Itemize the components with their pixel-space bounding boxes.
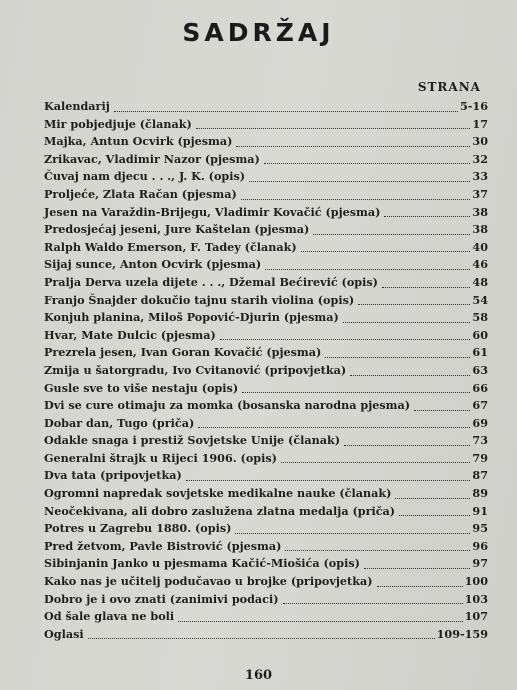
toc-entry bbox=[44, 204, 488, 222]
toc-entry-title: Pred žetvom, Pavle Bistrović (pjesma) bbox=[44, 538, 282, 553]
toc-entry bbox=[44, 591, 488, 609]
toc-entry-title: Dvi se cure otimaju za momka (bosanska narodna pjesma) bbox=[44, 398, 411, 413]
toc-entry-page: 58 bbox=[472, 310, 488, 325]
toc-entry-page: 95 bbox=[472, 521, 488, 536]
toc-entry bbox=[44, 626, 488, 644]
dot-leader bbox=[414, 409, 470, 411]
toc-entry-page: 54 bbox=[472, 292, 488, 307]
toc-entry-page: 97 bbox=[472, 556, 488, 571]
dot-leader bbox=[358, 303, 470, 305]
dot-leader bbox=[313, 233, 470, 235]
toc-entry-page: 5-16 bbox=[460, 99, 488, 113]
column-header-page: STRANA bbox=[417, 80, 481, 94]
toc-entry-page: 61 bbox=[472, 345, 488, 360]
toc-entry-page: 67 bbox=[472, 398, 488, 413]
dot-leader bbox=[325, 356, 470, 358]
toc-entry-page: 66 bbox=[472, 380, 488, 395]
toc-entry-title: Sibinjanin Janko u pjesmama Kačić-Miošića (opis) bbox=[44, 556, 360, 571]
toc-entry-title: Franjo Šnajder dokučio tajnu starih violina (opis) bbox=[44, 292, 355, 307]
toc-entry-title: Majka, Antun Ocvirk (pjesma) bbox=[44, 134, 233, 149]
toc-entry-title: Dva tata (pripovjetka) bbox=[44, 468, 182, 483]
toc-entry bbox=[44, 467, 488, 485]
toc-entry-title: Kako nas je učitelj podučavao u brojke (pripovjetka) bbox=[44, 574, 373, 589]
toc-entry-title: Mir pobjedjuje (članak) bbox=[44, 116, 192, 131]
toc-entry bbox=[44, 485, 488, 503]
toc-entry-page: 38 bbox=[472, 204, 488, 219]
toc-entry bbox=[44, 608, 488, 626]
toc-entry-title: Zmija u šatorgradu, Ivo Cvitanović (pripovjetka) bbox=[44, 362, 347, 377]
dot-leader bbox=[88, 637, 435, 639]
toc-entry-title: Ralph Waldo Emerson, F. Tadey (članak) bbox=[44, 239, 297, 254]
toc-entry bbox=[44, 98, 488, 116]
toc-entry-page: 30 bbox=[472, 134, 488, 149]
toc-entry bbox=[44, 221, 488, 239]
dot-leader bbox=[285, 549, 470, 551]
toc-entry-title: Hvar, Mate Dulcic (pjesma) bbox=[44, 327, 216, 342]
toc-entry bbox=[44, 309, 488, 327]
toc-entry bbox=[44, 397, 488, 415]
toc-entry bbox=[44, 520, 488, 538]
dot-leader bbox=[281, 461, 470, 463]
toc-entry-page: 87 bbox=[472, 468, 488, 483]
toc-entry-title: Pralja Derva uzela dijete . . ., Džemal Bećirević (opis) bbox=[44, 274, 378, 289]
dot-leader bbox=[249, 180, 470, 182]
toc-entry-title: Neočekivana, ali dobro zaslužena zlatna medalja (priča) bbox=[44, 503, 396, 518]
toc-entry-title: Kalendarij bbox=[44, 99, 110, 113]
toc-entry bbox=[44, 503, 488, 521]
toc-entry-page: 89 bbox=[472, 486, 488, 501]
toc-entry-page: 17 bbox=[472, 116, 488, 131]
toc-entry-title: Sijaj sunce, Anton Ocvirk (pjesma) bbox=[44, 257, 262, 272]
toc-entry bbox=[44, 116, 488, 134]
dot-leader bbox=[264, 162, 471, 164]
toc-entry-page: 38 bbox=[472, 222, 488, 237]
toc-entry-page: 73 bbox=[472, 433, 488, 448]
toc-entry-title: Prezrela jesen, Ivan Goran Kovačić (pjesma) bbox=[44, 345, 322, 360]
toc-entry bbox=[44, 327, 488, 345]
toc-entry bbox=[44, 239, 488, 257]
toc-entry-page: 107 bbox=[464, 609, 488, 624]
toc-entry bbox=[44, 538, 488, 556]
dot-leader bbox=[114, 110, 458, 112]
dot-leader bbox=[242, 391, 470, 393]
dot-leader bbox=[198, 426, 470, 428]
toc-entry-title: Proljeće, Zlata Račan (pjesma) bbox=[44, 186, 237, 201]
table-of-contents bbox=[44, 98, 488, 643]
dot-leader bbox=[178, 620, 462, 622]
dot-leader bbox=[235, 532, 470, 534]
toc-entry-title: Gusle sve to više nestaju (opis) bbox=[44, 380, 239, 395]
toc-entry-title: Dobro je i ovo znati (zanimivi podaci) bbox=[44, 591, 279, 606]
dot-leader bbox=[283, 602, 463, 604]
dot-leader bbox=[377, 585, 463, 587]
toc-entry bbox=[44, 432, 488, 450]
dot-leader bbox=[265, 268, 470, 270]
page-number: 160 bbox=[244, 668, 273, 683]
dot-leader bbox=[343, 321, 471, 323]
toc-entry bbox=[44, 256, 488, 274]
dot-leader bbox=[382, 286, 470, 288]
toc-entry-title: Ogromni napredak sovjetske medikalne nauke (članak) bbox=[44, 486, 392, 501]
toc-entry-page: 79 bbox=[472, 450, 488, 465]
toc-entry-page: 103 bbox=[464, 591, 488, 606]
toc-entry bbox=[44, 292, 488, 310]
toc-entry bbox=[44, 362, 488, 380]
toc-entry bbox=[44, 186, 488, 204]
toc-entry-title: Potres u Zagrebu 1880. (opis) bbox=[44, 521, 232, 536]
dot-leader bbox=[301, 250, 471, 252]
toc-entry-page: 60 bbox=[472, 327, 488, 342]
dot-leader bbox=[344, 444, 470, 446]
toc-entry-page: 109-159 bbox=[436, 626, 488, 641]
toc-entry-title: Predosjećaj jeseni, Jure Kaštelan (pjesma) bbox=[44, 222, 310, 237]
toc-entry-page: 96 bbox=[472, 538, 488, 553]
toc-entry-page: 32 bbox=[472, 151, 488, 166]
dot-leader bbox=[186, 479, 471, 481]
toc-entry-title: Zrikavac, Vladimir Nazor (pjesma) bbox=[44, 151, 260, 166]
toc-entry bbox=[44, 274, 488, 292]
dot-leader bbox=[384, 215, 470, 217]
toc-entry-page: 100 bbox=[464, 574, 488, 589]
toc-entry-title: Od šale glava ne boli bbox=[44, 609, 175, 624]
toc-entry-page: 37 bbox=[472, 186, 488, 201]
toc-entry-page: 33 bbox=[472, 169, 488, 184]
toc-entry-page: 48 bbox=[472, 274, 488, 289]
dot-leader bbox=[350, 374, 470, 376]
toc-entry bbox=[44, 415, 488, 433]
toc-entry bbox=[44, 168, 488, 186]
toc-entry-page: 46 bbox=[472, 257, 488, 272]
toc-entry-page: 69 bbox=[472, 415, 488, 430]
toc-entry-page: 63 bbox=[472, 362, 488, 377]
dot-leader bbox=[364, 567, 471, 569]
toc-entry bbox=[44, 151, 488, 169]
toc-entry-title: Čuvaj nam djecu . . ., J. K. (opis) bbox=[44, 169, 246, 184]
toc-entry-title: Konjuh planina, Miloš Popović-Djurin (pjesma) bbox=[44, 310, 339, 325]
dot-leader bbox=[220, 338, 471, 340]
dot-leader bbox=[395, 497, 470, 499]
toc-entry bbox=[44, 573, 488, 591]
page-title: SADRŽAJ bbox=[182, 18, 335, 47]
toc-entry-title: Odakle snaga i prestiž Sovjetske Unije (članak) bbox=[44, 433, 341, 448]
dot-leader bbox=[399, 514, 470, 516]
toc-entry-title: Dobar dan, Tugo (priča) bbox=[44, 415, 195, 430]
dot-leader bbox=[241, 198, 471, 200]
toc-entry bbox=[44, 555, 488, 573]
toc-entry bbox=[44, 344, 488, 362]
toc-entry bbox=[44, 450, 488, 468]
toc-entry bbox=[44, 133, 488, 151]
toc-entry bbox=[44, 380, 488, 398]
toc-entry-title: Generalni štrajk u Rijeci 1906. (opis) bbox=[44, 450, 277, 465]
toc-entry-page: 40 bbox=[472, 239, 488, 254]
dot-leader bbox=[196, 127, 471, 129]
toc-entry-page: 91 bbox=[472, 503, 488, 518]
dot-leader bbox=[236, 145, 470, 147]
toc-entry-title: Oglasi bbox=[44, 626, 84, 641]
toc-entry-title: Jesen na Varaždin-Brijegu, Vladimir Kovačić (pjesma) bbox=[44, 204, 381, 219]
